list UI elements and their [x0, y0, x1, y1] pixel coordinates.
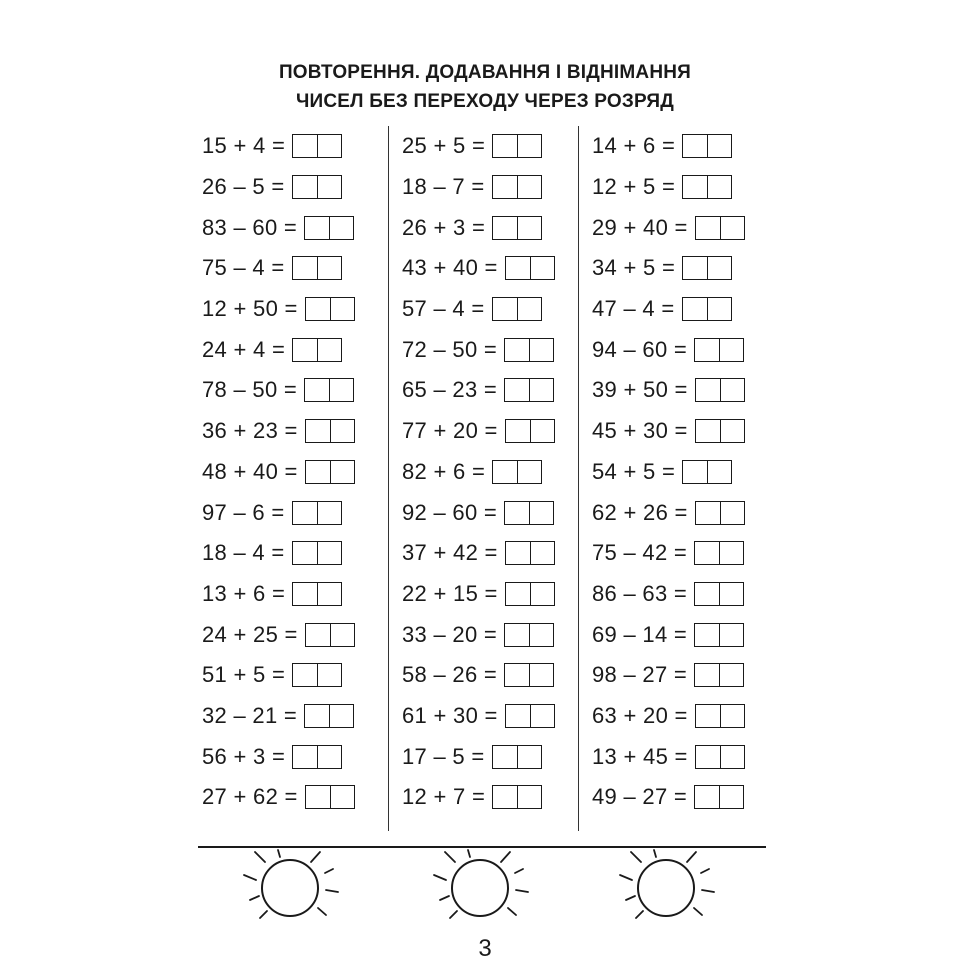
answer-ones-cell[interactable]	[719, 624, 743, 646]
exercise-row	[592, 370, 745, 411]
exercise-expression: 25 + 5 =	[402, 133, 486, 159]
answer-tens-cell[interactable]	[293, 176, 317, 198]
exercise-expression: 12 + 50 =	[202, 296, 298, 322]
exercise-expression: 48 + 40 =	[202, 458, 298, 484]
exercise-row	[402, 126, 555, 167]
exercise-expression: 94 – 60 =	[592, 336, 688, 362]
answer-box[interactable]	[492, 745, 542, 769]
answer-box[interactable]	[305, 419, 355, 443]
answer-box[interactable]	[694, 663, 744, 687]
exercise-row	[592, 696, 745, 737]
answer-box[interactable]	[694, 623, 744, 647]
exercise-row	[202, 411, 355, 452]
answer-ones-cell[interactable]	[719, 583, 743, 605]
answer-tens-cell[interactable]	[696, 217, 720, 239]
answer-box[interactable]	[682, 175, 732, 199]
answer-box[interactable]	[694, 582, 744, 606]
exercise-row	[592, 533, 745, 574]
sun-icon	[428, 848, 538, 930]
exercise-expression: 63 + 20 =	[592, 702, 688, 728]
exercise-expression: 18 – 4 =	[202, 540, 285, 566]
answer-ones-cell[interactable]	[529, 664, 553, 686]
answer-ones-cell[interactable]	[317, 339, 341, 361]
answer-ones-cell[interactable]	[329, 379, 353, 401]
exercise-expression: 39 + 50 =	[592, 377, 688, 403]
answer-ones-cell[interactable]	[517, 217, 541, 239]
exercise-expression: 69 – 14 =	[592, 621, 688, 647]
answer-tens-cell[interactable]	[683, 298, 707, 320]
answer-tens-cell[interactable]	[306, 420, 330, 442]
exercise-expression: 57 – 4 =	[402, 296, 485, 322]
answer-tens-cell[interactable]	[493, 461, 517, 483]
exercise-column-3	[592, 126, 745, 818]
exercise-row	[402, 533, 555, 574]
exercise-expression: 45 + 30 =	[592, 418, 688, 444]
answer-ones-cell[interactable]	[529, 624, 553, 646]
answer-box[interactable]	[504, 663, 554, 687]
exercise-expression: 36 + 23 =	[202, 418, 298, 444]
answer-tens-cell[interactable]	[696, 502, 720, 524]
answer-ones-cell[interactable]	[720, 502, 744, 524]
answer-tens-cell[interactable]	[683, 461, 707, 483]
exercise-row	[402, 207, 555, 248]
answer-box[interactable]	[695, 501, 745, 525]
answer-tens-cell[interactable]	[695, 339, 719, 361]
exercise-row	[592, 736, 745, 777]
exercise-row	[592, 167, 745, 208]
exercise-row	[402, 614, 555, 655]
answer-box[interactable]	[292, 582, 342, 606]
answer-tens-cell[interactable]	[696, 379, 720, 401]
answer-ones-cell[interactable]	[530, 583, 554, 605]
exercise-row	[402, 370, 555, 411]
exercise-row	[402, 655, 555, 696]
exercise-expression: 26 + 3 =	[402, 214, 486, 240]
answer-box[interactable]	[292, 134, 342, 158]
answer-ones-cell[interactable]	[517, 298, 541, 320]
exercise-row	[592, 777, 745, 818]
exercise-expression: 14 + 6 =	[592, 133, 676, 159]
answer-box[interactable]	[492, 785, 542, 809]
answer-ones-cell[interactable]	[317, 135, 341, 157]
answer-box[interactable]	[695, 216, 745, 240]
title-line-2: ЧИСЕЛ БЕЗ ПЕРЕХОДУ ЧЕРЕЗ РОЗРЯД	[295, 91, 675, 112]
answer-box[interactable]	[304, 216, 354, 240]
exercise-row	[592, 452, 745, 493]
answer-box[interactable]	[304, 378, 354, 402]
answer-box[interactable]	[492, 175, 542, 199]
exercise-expression: 83 – 60 =	[202, 214, 298, 240]
exercise-expression: 17 – 5 =	[402, 743, 485, 769]
answer-ones-cell[interactable]	[707, 176, 731, 198]
answer-box[interactable]	[292, 501, 342, 525]
exercise-row	[202, 533, 355, 574]
page-title	[0, 58, 970, 116]
exercise-row	[402, 248, 555, 289]
answer-box[interactable]	[305, 297, 355, 321]
answer-ones-cell[interactable]	[330, 298, 354, 320]
exercise-expression: 22 + 15 =	[402, 580, 498, 606]
answer-box[interactable]	[682, 256, 732, 280]
exercise-row	[592, 207, 745, 248]
answer-box[interactable]	[694, 338, 744, 362]
exercise-expression: 37 + 42 =	[402, 540, 498, 566]
answer-tens-cell[interactable]	[493, 217, 517, 239]
answer-box[interactable]	[682, 460, 732, 484]
answer-tens-cell[interactable]	[505, 339, 529, 361]
answer-ones-cell[interactable]	[720, 420, 744, 442]
exercise-row	[202, 370, 355, 411]
answer-tens-cell[interactable]	[506, 583, 530, 605]
answer-tens-cell[interactable]	[695, 624, 719, 646]
answer-tens-cell[interactable]	[493, 135, 517, 157]
answer-tens-cell[interactable]	[696, 705, 720, 727]
exercise-expression: 77 + 20 =	[402, 418, 498, 444]
answer-ones-cell[interactable]	[719, 664, 743, 686]
answer-box[interactable]	[492, 297, 542, 321]
exercise-row	[592, 492, 745, 533]
sun-icon	[614, 848, 724, 930]
exercise-row	[592, 126, 745, 167]
answer-tens-cell[interactable]	[305, 705, 329, 727]
answer-tens-cell[interactable]	[293, 135, 317, 157]
exercise-expression: 29 + 40 =	[592, 214, 688, 240]
exercise-expression: 61 + 30 =	[402, 702, 498, 728]
exercise-expression: 78 – 50 =	[202, 377, 298, 403]
answer-tens-cell[interactable]	[293, 583, 317, 605]
exercise-expression: 65 – 23 =	[402, 377, 498, 403]
answer-box[interactable]	[292, 256, 342, 280]
exercise-expression: 13 + 6 =	[202, 580, 286, 606]
answer-ones-cell[interactable]	[720, 217, 744, 239]
answer-ones-cell[interactable]	[330, 624, 354, 646]
exercise-row	[202, 248, 355, 289]
answer-box[interactable]	[505, 419, 555, 443]
exercise-row	[402, 736, 555, 777]
answer-ones-cell[interactable]	[317, 176, 341, 198]
exercise-expression: 82 + 6 =	[402, 458, 486, 484]
sun-icon	[238, 848, 348, 930]
answer-box[interactable]	[305, 460, 355, 484]
exercise-row	[202, 574, 355, 615]
exercise-row	[202, 777, 355, 818]
answer-box[interactable]	[292, 745, 342, 769]
exercise-expression: 12 + 5 =	[592, 174, 676, 200]
answer-box[interactable]	[504, 338, 554, 362]
answer-box[interactable]	[505, 582, 555, 606]
exercise-row	[202, 452, 355, 493]
answer-tens-cell[interactable]	[506, 705, 530, 727]
answer-ones-cell[interactable]	[517, 461, 541, 483]
answer-tens-cell[interactable]	[505, 624, 529, 646]
answer-tens-cell[interactable]	[506, 542, 530, 564]
answer-tens-cell[interactable]	[493, 298, 517, 320]
answer-tens-cell[interactable]	[505, 379, 529, 401]
answer-ones-cell[interactable]	[317, 257, 341, 279]
column-divider	[578, 126, 579, 831]
answer-box[interactable]	[504, 501, 554, 525]
answer-tens-cell[interactable]	[505, 664, 529, 686]
exercise-row	[592, 655, 745, 696]
answer-tens-cell[interactable]	[293, 664, 317, 686]
answer-tens-cell[interactable]	[683, 257, 707, 279]
exercise-row	[592, 329, 745, 370]
answer-tens-cell[interactable]	[696, 420, 720, 442]
answer-tens-cell[interactable]	[493, 786, 517, 808]
answer-box[interactable]	[304, 704, 354, 728]
exercise-row	[402, 167, 555, 208]
exercise-row	[592, 574, 745, 615]
answer-ones-cell[interactable]	[719, 542, 743, 564]
exercise-row	[402, 452, 555, 493]
answer-ones-cell[interactable]	[530, 542, 554, 564]
answer-tens-cell[interactable]	[695, 664, 719, 686]
answer-ones-cell[interactable]	[317, 664, 341, 686]
answer-tens-cell[interactable]	[293, 257, 317, 279]
exercise-row	[592, 289, 745, 330]
exercise-expression: 58 – 26 =	[402, 662, 498, 688]
answer-tens-cell[interactable]	[293, 542, 317, 564]
answer-ones-cell[interactable]	[329, 705, 353, 727]
exercise-expression: 47 – 4 =	[592, 296, 675, 322]
exercise-expression: 86 – 63 =	[592, 580, 688, 606]
answer-tens-cell[interactable]	[306, 298, 330, 320]
page-number: 3	[478, 935, 492, 962]
answer-tens-cell[interactable]	[305, 379, 329, 401]
answer-tens-cell[interactable]	[696, 746, 720, 768]
answer-tens-cell[interactable]	[306, 786, 330, 808]
answer-box[interactable]	[305, 785, 355, 809]
answer-ones-cell[interactable]	[517, 786, 541, 808]
answer-ones-cell[interactable]	[530, 420, 554, 442]
exercise-expression: 75 – 4 =	[202, 255, 285, 281]
exercise-expression: 34 + 5 =	[592, 255, 676, 281]
answer-box[interactable]	[505, 704, 555, 728]
answer-ones-cell[interactable]	[529, 379, 553, 401]
exercise-expression: 56 + 3 =	[202, 743, 286, 769]
column-divider	[388, 126, 389, 831]
exercise-expression: 92 – 60 =	[402, 499, 498, 525]
exercise-row	[202, 492, 355, 533]
answer-box[interactable]	[505, 541, 555, 565]
answer-ones-cell[interactable]	[707, 257, 731, 279]
answer-box[interactable]	[292, 541, 342, 565]
exercise-column-2	[402, 126, 555, 818]
exercise-row	[402, 574, 555, 615]
answer-box[interactable]	[682, 297, 732, 321]
exercise-row	[592, 248, 745, 289]
exercise-row	[202, 167, 355, 208]
exercise-row	[402, 492, 555, 533]
answer-tens-cell[interactable]	[493, 176, 517, 198]
exercise-row	[202, 696, 355, 737]
exercise-expression: 97 – 6 =	[202, 499, 285, 525]
answer-tens-cell[interactable]	[505, 502, 529, 524]
answer-tens-cell[interactable]	[306, 461, 330, 483]
exercise-expression: 62 + 26 =	[592, 499, 688, 525]
exercise-expression: 24 + 4 =	[202, 336, 286, 362]
answer-ones-cell[interactable]	[517, 176, 541, 198]
answer-ones-cell[interactable]	[330, 420, 354, 442]
exercise-expression: 15 + 4 =	[202, 133, 286, 159]
exercise-expression: 33 – 20 =	[402, 621, 498, 647]
answer-box[interactable]	[695, 745, 745, 769]
exercise-row	[202, 614, 355, 655]
answer-tens-cell[interactable]	[306, 624, 330, 646]
answer-box[interactable]	[695, 704, 745, 728]
answer-box[interactable]	[505, 256, 555, 280]
exercise-row	[202, 329, 355, 370]
answer-tens-cell[interactable]	[506, 257, 530, 279]
answer-tens-cell[interactable]	[506, 420, 530, 442]
answer-ones-cell[interactable]	[330, 461, 354, 483]
exercise-expression: 13 + 45 =	[592, 743, 688, 769]
answer-tens-cell[interactable]	[683, 135, 707, 157]
answer-tens-cell[interactable]	[695, 786, 719, 808]
exercise-expression: 27 + 62 =	[202, 784, 298, 810]
answer-ones-cell[interactable]	[317, 746, 341, 768]
answer-box[interactable]	[292, 175, 342, 199]
exercise-row	[202, 289, 355, 330]
answer-box[interactable]	[682, 134, 732, 158]
answer-box[interactable]	[305, 623, 355, 647]
answer-ones-cell[interactable]	[720, 379, 744, 401]
exercise-row	[592, 411, 745, 452]
exercise-row	[402, 329, 555, 370]
answer-ones-cell[interactable]	[720, 705, 744, 727]
answer-ones-cell[interactable]	[517, 135, 541, 157]
answer-ones-cell[interactable]	[317, 502, 341, 524]
exercise-expression: 32 – 21 =	[202, 702, 298, 728]
answer-tens-cell[interactable]	[293, 746, 317, 768]
answer-ones-cell[interactable]	[317, 583, 341, 605]
exercise-expression: 24 + 25 =	[202, 621, 298, 647]
answer-ones-cell[interactable]	[330, 786, 354, 808]
exercise-expression: 12 + 7 =	[402, 784, 486, 810]
answer-ones-cell[interactable]	[317, 542, 341, 564]
exercise-row	[202, 655, 355, 696]
exercise-expression: 43 + 40 =	[402, 255, 498, 281]
answer-ones-cell[interactable]	[529, 502, 553, 524]
exercise-expression: 49 – 27 =	[592, 784, 688, 810]
answer-ones-cell[interactable]	[529, 339, 553, 361]
answer-ones-cell[interactable]	[530, 257, 554, 279]
exercise-column-1	[202, 126, 355, 818]
answer-box[interactable]	[492, 216, 542, 240]
answer-tens-cell[interactable]	[305, 217, 329, 239]
exercise-expression: 18 – 7 =	[402, 174, 485, 200]
title-line-1: ПОВТОРЕННЯ. ДОДАВАННЯ І ВІДНІМАННЯ	[278, 62, 692, 83]
exercise-row	[202, 126, 355, 167]
answer-box[interactable]	[694, 541, 744, 565]
exercise-row	[202, 736, 355, 777]
exercise-expression: 75 – 42 =	[592, 540, 688, 566]
answer-box[interactable]	[504, 378, 554, 402]
answer-ones-cell[interactable]	[719, 339, 743, 361]
answer-ones-cell[interactable]	[720, 746, 744, 768]
answer-tens-cell[interactable]	[293, 339, 317, 361]
answer-box[interactable]	[695, 419, 745, 443]
answer-ones-cell[interactable]	[707, 298, 731, 320]
answer-ones-cell[interactable]	[707, 135, 731, 157]
answer-box[interactable]	[504, 623, 554, 647]
exercise-row	[402, 696, 555, 737]
exercise-row	[202, 207, 355, 248]
answer-box[interactable]	[292, 338, 342, 362]
answer-tens-cell[interactable]	[695, 542, 719, 564]
exercise-expression: 51 + 5 =	[202, 662, 286, 688]
exercise-expression: 72 – 50 =	[402, 336, 498, 362]
answer-ones-cell[interactable]	[530, 705, 554, 727]
exercise-expression: 26 – 5 =	[202, 174, 285, 200]
exercise-row	[402, 411, 555, 452]
answer-tens-cell[interactable]	[293, 502, 317, 524]
answer-ones-cell[interactable]	[707, 461, 731, 483]
exercise-row	[402, 289, 555, 330]
answer-box[interactable]	[292, 663, 342, 687]
answer-box[interactable]	[695, 378, 745, 402]
exercise-expression: 98 – 27 =	[592, 662, 688, 688]
answer-box[interactable]	[694, 785, 744, 809]
answer-tens-cell[interactable]	[695, 583, 719, 605]
answer-ones-cell[interactable]	[517, 746, 541, 768]
answer-tens-cell[interactable]	[683, 176, 707, 198]
answer-ones-cell[interactable]	[719, 786, 743, 808]
answer-box[interactable]	[492, 460, 542, 484]
exercise-row	[592, 614, 745, 655]
exercise-row	[402, 777, 555, 818]
exercise-expression: 54 + 5 =	[592, 458, 676, 484]
answer-tens-cell[interactable]	[493, 746, 517, 768]
answer-box[interactable]	[492, 134, 542, 158]
answer-ones-cell[interactable]	[329, 217, 353, 239]
